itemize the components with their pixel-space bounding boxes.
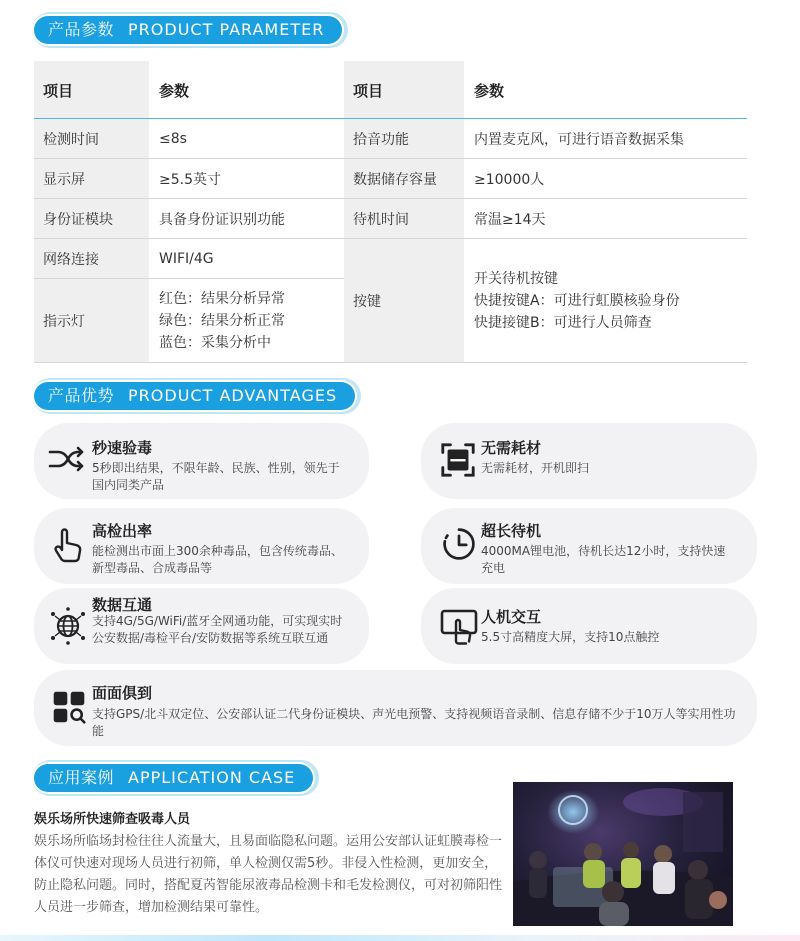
table-cell-item: 检测时间 [34, 119, 149, 159]
advantage-card [34, 588, 369, 664]
section-header-advantages [34, 382, 355, 410]
advantage-title: 无需耗材 [481, 439, 542, 457]
table-cell-value: ≥10000人 [464, 159, 747, 199]
table-divider [34, 198, 747, 199]
table-cell-value: 内置麦克风，可进行语音数据采集 [464, 119, 747, 159]
section-title-en: PRODUCT PARAMETER [128, 20, 325, 39]
advantage-desc: 支持GPS/北斗双定位、公安部认证二代身份证模块、声光电预警、支持视频语音录制、信息存储不少于10万人等实用性功能 [92, 707, 736, 738]
table-cell-item: 拾音功能 [344, 119, 464, 159]
section-header-parameter [34, 16, 342, 44]
case-title: 娱乐场所快速筛查吸毒人员 [34, 812, 191, 827]
scan-frame-icon [439, 441, 477, 479]
advantage-card [421, 588, 757, 664]
button-desc-line: 快捷接键B：可进行人员筛查 [474, 315, 652, 331]
advantage-title: 面面俱到 [92, 684, 153, 702]
button-desc-line: 开关待机按键 [474, 271, 558, 287]
advantage-card [34, 423, 369, 499]
table-cell-item: 网络连接 [34, 239, 149, 279]
advantage-desc: 5秒即出结果，不限年龄、民族、性别，领先于国内同类产品 [92, 461, 340, 492]
advantage-card [421, 423, 757, 499]
app-grid-icon [52, 690, 86, 724]
advantage-title: 超长待机 [481, 522, 542, 540]
table-header-divider [34, 118, 747, 119]
table-cell-item: 按键 [344, 239, 464, 363]
table-cell-value [464, 239, 747, 363]
table-cell-item: 数据储存容量 [344, 159, 464, 199]
advantage-title: 人机交互 [481, 608, 542, 626]
section-header-application [34, 764, 313, 792]
indicator-green-line: 绿色：结果分析正常 [159, 313, 285, 329]
shuffle-icon [46, 439, 86, 479]
globe-network-icon [48, 606, 88, 646]
table-header-param: 参数 [464, 61, 747, 119]
table-cell-item: 显示屏 [34, 159, 149, 199]
case-description: 娱乐场所临场封检往往人流量大，且易面临隐私问题。运用公安部认证虹膜毒检一体仪可快速对现场人员进行初筛，单人检测仅需5秒。非侵入性检测，更加安全，防止隐私问题。同时，搭配夏芮智能尿液毒品检测卡和毛发检测仪，可对初筛阳性人员进一步筛查，增加检测结果可靠性。 [34, 834, 503, 915]
advantage-desc: 5.5寸高精度大屏，支持10点触控 [481, 630, 660, 644]
bottom-decoration [0, 935, 800, 941]
case-photo [513, 782, 733, 926]
touchscreen-icon [439, 606, 479, 646]
advantage-title: 秒速验毒 [92, 439, 153, 457]
advantage-desc: 能检测出市面上300余种毒品，包含传统毒品、新型毒品、合成毒品等 [92, 544, 343, 575]
section-title-cn: 产品参数 [48, 20, 115, 39]
table-cell-value [149, 279, 344, 363]
advantage-desc: 无需耗材，开机即扫 [481, 461, 590, 475]
touch-hand-icon [48, 524, 88, 564]
parameter-table [34, 61, 747, 363]
table-divider [34, 238, 747, 239]
advantage-title: 高检出率 [92, 522, 153, 540]
advantage-title: 数据互通 [92, 596, 153, 614]
table-divider [34, 278, 344, 279]
table-cell-value: ≥5.5英寸 [149, 159, 344, 199]
section-title-en: APPLICATION CASE [128, 768, 296, 787]
clock-icon [441, 526, 477, 562]
section-title-cn: 应用案例 [48, 768, 115, 787]
advantage-card [421, 508, 757, 584]
table-header-item: 项目 [34, 61, 149, 119]
table-header-param: 参数 [149, 61, 344, 119]
button-desc-line: 快捷按键A：可进行虹膜核验身份 [474, 293, 680, 309]
nightclub-scene-image [513, 782, 733, 926]
table-cell-value: WIFI/4G [149, 239, 344, 279]
table-cell-value: 常温≥14天 [464, 199, 747, 239]
indicator-blue-line: 蓝色：采集分析中 [159, 335, 271, 351]
indicator-red-line: 红色：结果分析异常 [159, 291, 285, 307]
table-divider [34, 362, 747, 363]
table-header-item: 项目 [344, 61, 464, 119]
advantage-desc: 4000MA锂电池，待机长达12小时，支持快速充电 [481, 544, 726, 575]
table-cell-item: 身份证模块 [34, 199, 149, 239]
table-cell-value: 具备身份证识别功能 [149, 199, 344, 239]
section-title-en: PRODUCT ADVANTAGES [128, 386, 338, 405]
table-divider [34, 158, 747, 159]
table-cell-item: 待机时间 [344, 199, 464, 239]
advantage-card-wide [34, 670, 757, 746]
section-title-cn: 产品优势 [48, 386, 115, 405]
table-cell-item: 指示灯 [34, 279, 149, 363]
advantage-desc: 支持4G/5G/WiFi/蓝牙全网通功能，可实现实时公安数据/毒检平台/安防数据等系统互联互通 [92, 614, 343, 645]
table-cell-value: ≤8s [149, 119, 344, 159]
advantage-card [34, 508, 369, 584]
